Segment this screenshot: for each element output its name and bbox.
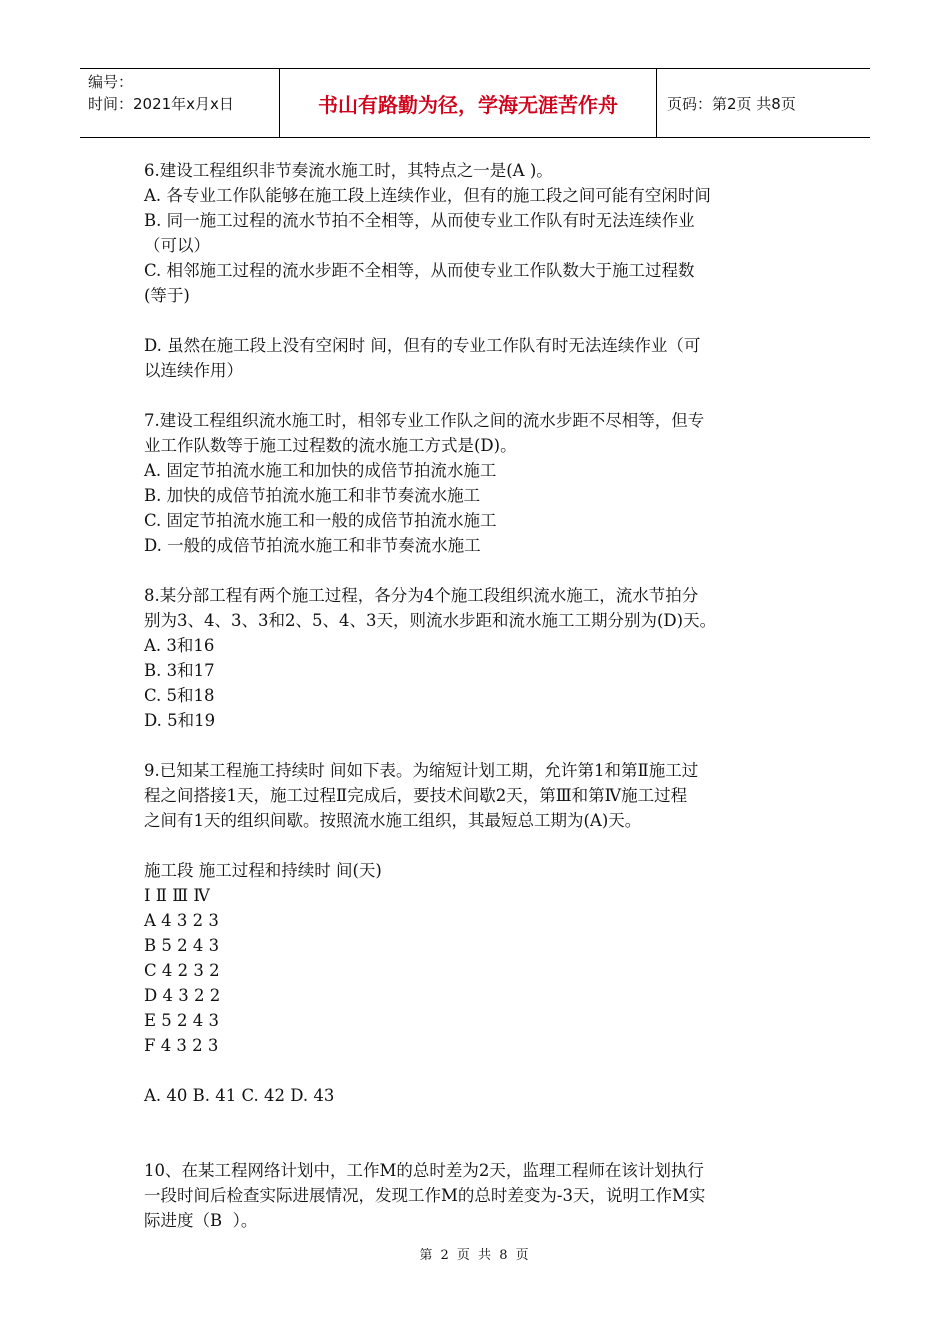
q10-stem: 10、在某工程网络计划中，工作M的总时差为2天，监理工程师在该计划执行 — [144, 1161, 704, 1180]
q7-stem: 7.建设工程组织流水施工时，相邻专业工作队之间的流水步距不尽相等，但专 — [144, 411, 705, 430]
q8-option-c: C. 5和18 — [144, 686, 215, 705]
q9-table-row: E 5 2 4 3 — [144, 1011, 220, 1030]
q9-table-row: B 5 2 4 3 — [144, 936, 220, 955]
page-footer: 第 2 页 共 8 页 — [419, 1248, 531, 1263]
q7-option-c: C. 固定节拍流水施工和一般的成倍节拍流水施工 — [144, 511, 497, 530]
q8-stem: 8.某分部工程有两个施工过程，各分为4个施工段组织流水施工，流水节拍分 — [144, 586, 699, 605]
date-label: 时间：2021年x月x日 — [88, 95, 234, 113]
q9-stem: 9.已知某工程施工持续时 间如下表。为缩短计划工期，允许第1和第Ⅱ施工过 — [144, 761, 699, 780]
q7-option-b: B. 加快的成倍节拍流水施工和非节奏流水施工 — [144, 486, 481, 505]
header-meta-cell — [80, 69, 280, 137]
q9-stem-cont: 程之间搭接1天，施工过程Ⅱ完成后，要技术间歇2天，第Ⅲ和第Ⅳ施工过程 — [144, 786, 688, 805]
q9-table-head: 施工段 施工过程和持续时 间(天) — [144, 861, 382, 880]
header-page-label: 页码：第2页 共8页 — [667, 94, 796, 113]
q6-option-c-note: (等于) — [144, 286, 190, 305]
q6-option-d-note: 以连续作用） — [144, 361, 243, 380]
q9-table-columns: I Ⅱ Ⅲ Ⅳ — [144, 886, 210, 905]
q9-table-row: A 4 3 2 3 — [144, 911, 219, 930]
q6-option-b-note: （可以） — [144, 236, 210, 255]
q8-stem-cont: 别为3、4、3、3和2、5、4、3天，则流水步距和流水施工工期分别为(D)天。 — [144, 611, 717, 630]
q9-table-row: F 4 3 2 3 — [144, 1036, 219, 1055]
q6-option-d: D. 虽然在施工段上没有空闲时 间，但有的专业工作队有时无法连续作业（可 — [144, 336, 701, 355]
q6-option-c: C. 相邻施工过程的流水步距不全相等，从而使专业工作队数大于施工过程数 — [144, 261, 695, 280]
q7-option-a: A. 固定节拍流水施工和加快的成倍节拍流水施工 — [144, 461, 497, 480]
q7-option-d: D. 一般的成倍节拍流水施工和非节奏流水施工 — [144, 536, 481, 555]
header-table — [80, 68, 870, 138]
header-motto: 书山有路勤为径，学海无涯苦作舟 — [280, 69, 657, 137]
q8-option-a: A. 3和16 — [144, 636, 215, 655]
q10-stem-cont: 一段时间后检查实际进展情况，发现工作M的总时差变为-3天，说明工作M实 — [144, 1186, 706, 1205]
q6-stem: 6.建设工程组织非节奏流水施工时，其特点之一是(A )。 — [144, 161, 553, 180]
document-body — [144, 158, 824, 1233]
q10-stem-cont2: 际进度（B ）。 — [144, 1211, 258, 1230]
q9-options: A. 40 B. 41 C. 42 D. 43 — [144, 1086, 335, 1105]
q9-stem-cont2: 之间有1天的组织间歇。按照流水施工组织，其最短总工期为(A)天。 — [144, 811, 642, 830]
q8-option-d: D. 5和19 — [144, 711, 216, 730]
q6-option-a: A. 各专业工作队能够在施工段上连续作业，但有的施工段之间可能有空闲时间 — [144, 186, 711, 205]
number-label: 编号： — [88, 73, 134, 91]
q9-table-row: D 4 3 2 2 — [144, 986, 221, 1005]
q7-stem-cont: 业工作队数等于施工过程数的流水施工方式是(D)。 — [144, 436, 517, 455]
q6-option-b: B. 同一施工过程的流水节拍不全相等，从而使专业工作队有时无法连续作业 — [144, 211, 695, 230]
q8-option-b: B. 3和17 — [144, 661, 215, 680]
q9-table-row: C 4 2 3 2 — [144, 961, 220, 980]
